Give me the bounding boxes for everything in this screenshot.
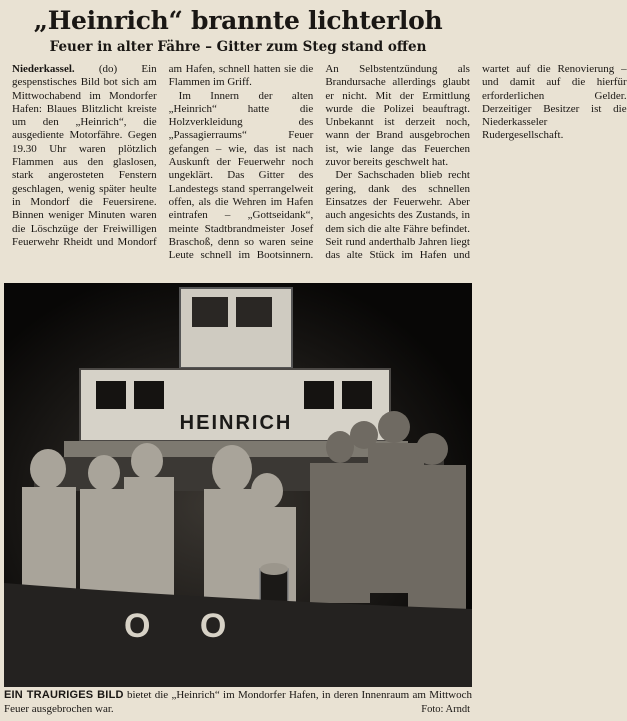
article-body — [12, 63, 627, 273]
boat-name-text: HEINRICH — [179, 412, 293, 434]
beacon-top — [260, 563, 288, 575]
photo-credit: Foto: Arndt — [421, 704, 470, 715]
hull-marks-text: O O — [124, 607, 247, 645]
hull-window — [304, 381, 334, 409]
photo-illustration — [4, 283, 472, 687]
cabin-window — [236, 297, 272, 327]
firefighters — [310, 411, 466, 615]
hull-window — [134, 381, 164, 409]
headline: „Heinrich“ brannte lichterloh — [33, 6, 443, 35]
article-paragraph: Der Sachschaden blieb recht gering, dank des schnellen Einsatzes der Feuerwehr. Aber auch angesichts des Zustands, in dem sich die alte Fähre befindet. Seit rund anderthalb Jahren liegt das alte Stück im Hafen und wartet auf die Renovierung – und damit auf die hierfür erforderlichen Gelder. Derzeitiger Besitzer ist die Niederkasseler Rudergesellschaft. — [325, 63, 627, 262]
paragraph-text: (do) Ein gespenstisches Bild bot sich am Mittwochabend im Mondorfer Hafen: Blaues Blitzlicht kreiste um den „Heinrich“, die ausgediente Motorfähre. Gegen 19.30 Uhr waren plötzlich Flammen aus den glaslosen, stark angerosteten Fenstern geschlagen, wenig später heulte in Mondorf die Feuersirene. Binnen weniger Minuten waren die Löschzüge der Freiwilligen Feuerwehr Rheidt und Mondorf am Hafen, schnell hatten sie die Flammen im Griff. — [12, 63, 314, 248]
caption-lead: EIN TRAURIGES BILD — [4, 689, 124, 701]
news-photo — [4, 283, 472, 687]
cabin-window — [192, 297, 228, 327]
photo-caption — [4, 689, 472, 716]
article-paragraph: Im Innern der alten „Heinrich“ hatte die Holzverkleidung des „Passagierraums“ Feuer gefangen – wie, das ist nach Auskunft der Feuerwehr noch ungeklärt. Das Gitter des Landestegs stand sperrangelweit offen, als die Wehren im Hafen eintrafen – „Gottseidank“, meinte Stadtbrandmeister Josef Braschoß, denn so waren seine Leute schnell im Bootsinnern. An Selbstentzündung als Brandursache allerdings glaubt er nicht. Mit der Ermittlung wurde die Polizei beauftragt. Unbekannt ist derzeit noch, wann der Brand ausgebrochen ist, wie lange das Feuerchen zuvor bereits geschwelt hat. — [168, 63, 470, 262]
caption-text: bietet die „Heinrich“ im Mondorfer Hafen, in deren Innenraum am Mittwoch Feuer ausgebrochen war. — [4, 689, 473, 715]
hull-window — [342, 381, 372, 409]
subheadline: Feuer in alter Fähre – Gitter zum Steg stand offen — [49, 39, 427, 55]
dateline: Niederkassel. — [12, 63, 75, 75]
hull-window — [96, 381, 126, 409]
